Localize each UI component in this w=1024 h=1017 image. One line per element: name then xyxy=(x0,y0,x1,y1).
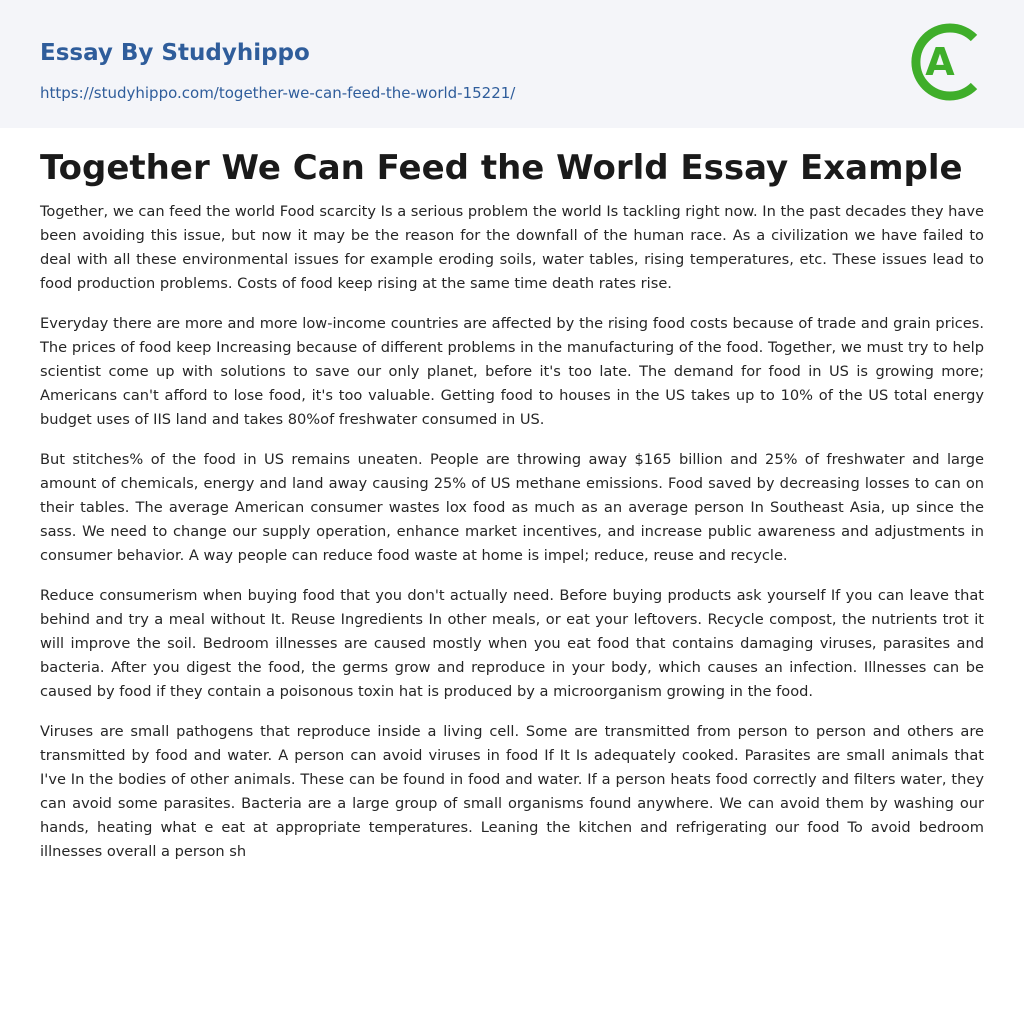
essay-body xyxy=(40,200,984,880)
essay-paragraph-4: Reduce consumerism when buying food that you don't actually need. Before buying products ask yourself If you can leave that behind and try a meal without It. Reuse Ingredients In other meals, or eat your leftovers. Recycle compost, the nutrients trot it will improve the soil. Bedroom illnesses are caused mostly when you eat food that contains damaging viruses, parasites and bacteria. After you digest the food, the germs grow and reproduce in your body, which causes an infection. Illnesses can be caused by food if they contain a poisonous toxin hat is produced by a microorganism growing in the food. xyxy=(40,587,984,700)
essay-paragraph-1: Together, we can feed the world Food scarcity Is a serious problem the world Is tackling right now. In the past decades they have been avoiding this issue, but now it may be the reason for the downfall of the human race. As a civilization we have failed to deal with all these environmental issues for example eroding soils, water tables, rising temperatures, etc. These issues lead to food production problems. Costs of food keep rising at the same time death rates rise. xyxy=(40,203,984,292)
brand-name[interactable]: Essay By Studyhippo xyxy=(40,40,310,66)
essay-title: Together We Can Feed the World Essay Example xyxy=(40,148,963,188)
essay-paragraph-3: But stitches% of the food in US remains uneaten. People are throwing away $165 billion and 25% of freshwater and large amount of chemicals, energy and land away causing 25% of US methane emissions. Food saved by decreasing losses to can on their tables. The average American consumer wastes lox food as much as an average person In Southeast Asia, up since the sass. We need to change our supply operation, enhance market incentives, and increase public awareness and adjustments in consumer behavior. A way people can reduce food waste at home is impel; reduce, reuse and recycle. xyxy=(40,451,984,564)
essay-paragraph-5: Viruses are small pathogens that reproduce inside a living cell. Some are transmitted from person to person and others are transmitted by food and water. A person can avoid viruses in food If It Is adequately cooked. Parasites are small animals that I've In the bodies of other animals. These can be found in food and water. If a person heats food correctly and filters water, they can avoid some parasites. Bacteria are a large group of small organisms found anywhere. We can avoid them by washing our hands, heating what e eat at appropriate temperatures. Leaning the kitchen and refrigerating our food To avoid bedroom illnesses overall a person sh xyxy=(40,723,984,860)
studyhippo-logo-icon[interactable] xyxy=(908,18,988,106)
source-url-link[interactable]: https://studyhippo.com/together-we-can-feed-the-world-15221/ xyxy=(40,84,516,102)
essay-paragraph-2: Everyday there are more and more low-income countries are affected by the rising food costs because of trade and grain prices. The prices of food keep Increasing because of different problems in the manufacturing of the food. Together, we must try to help scientist come up with solutions to save our only planet, before it's too late. The demand for food in US is growing more; Americans can't afford to lose food, it's too valuable. Getting food to houses in the US takes up to 10% of the US total energy budget uses of IIS land and takes 80%of freshwater consumed in US. xyxy=(40,315,984,428)
logo-letter: A xyxy=(925,40,955,84)
site-header xyxy=(0,0,1024,128)
